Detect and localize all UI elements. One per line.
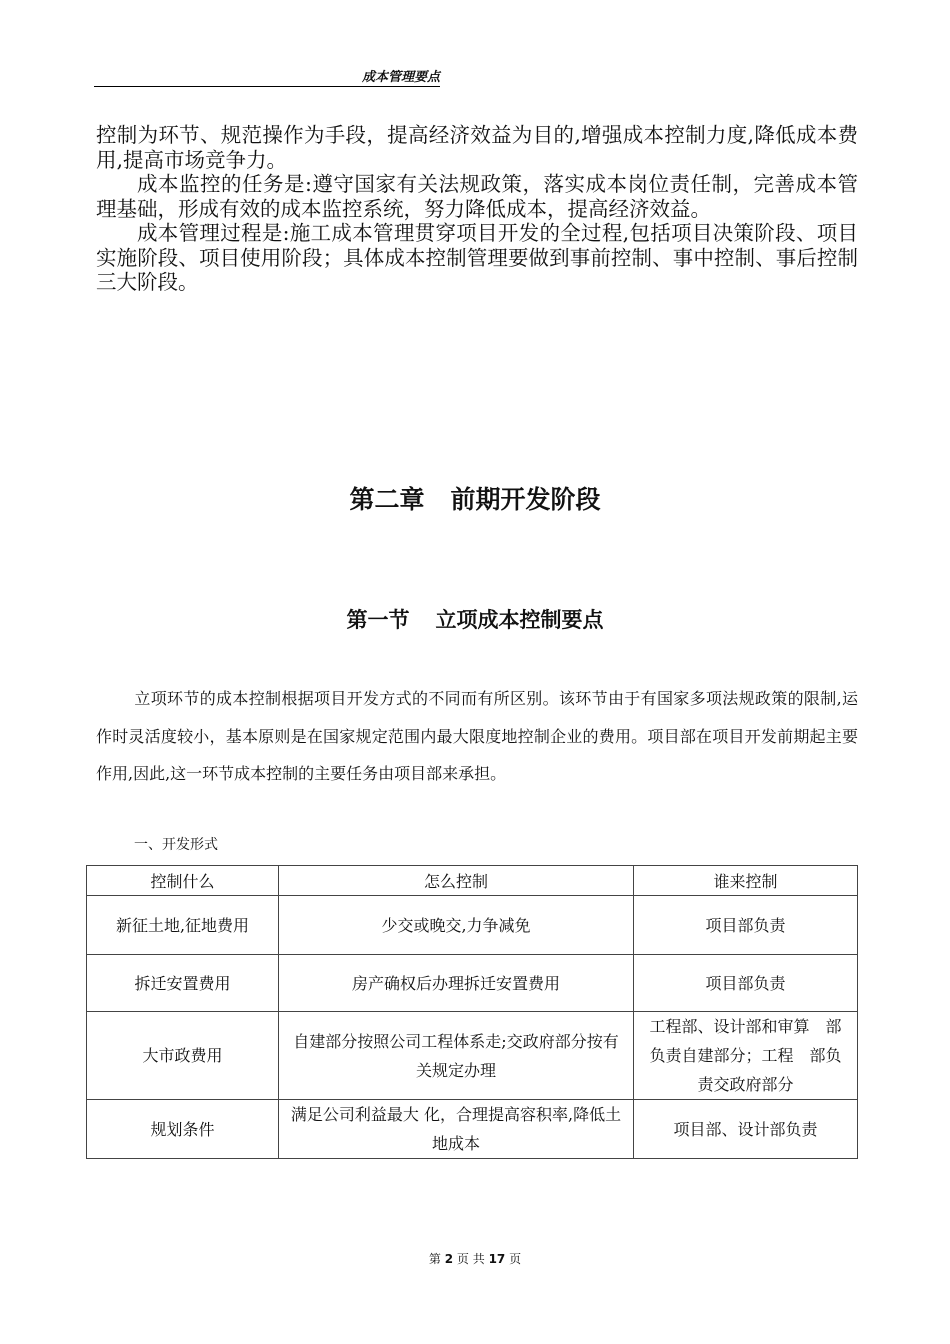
table-row — [87, 1012, 858, 1100]
cell-who: 工程部、设计部和审算 部负责自建部分；工程 部负责交政府部分 — [634, 1012, 858, 1100]
footer-prefix: 第 — [428, 1252, 441, 1266]
intro-paragraph-1: 控制为环节、规范操作为手段，提高经济效益为目的,增强成本控制力度,降低成本费用,提高市场竞争力。 — [96, 123, 858, 172]
control-table — [86, 865, 858, 1159]
cell-who: 项目部、设计部负责 — [634, 1100, 858, 1159]
page-header — [94, 70, 864, 90]
header-rule — [94, 86, 364, 87]
section-number: 第一节 — [346, 608, 410, 632]
footer-total-pages: 17 — [488, 1252, 506, 1266]
section-heading — [0, 604, 950, 634]
cell-how: 少交或晚交,力争减免 — [279, 896, 634, 955]
cell-what: 大市政费用 — [87, 1012, 279, 1100]
footer-page-number: 2 — [444, 1252, 454, 1266]
intro-paragraph-2: 成本监控的任务是:遵守国家有关法规政策，落实成本岗位责任制，完善成本管理基础，形成有效的成本监控系统，努力降低成本，提高经济效益。 — [96, 172, 858, 221]
page-footer — [0, 1250, 950, 1267]
header-what: 控制什么 — [87, 866, 279, 896]
cell-who: 项目部负责 — [634, 896, 858, 955]
header-who: 谁来控制 — [634, 866, 858, 896]
cell-how: 房产确权后办理拆迁安置费用 — [279, 955, 634, 1012]
footer-suffix: 页 — [509, 1252, 522, 1266]
header-title: 成本管理要点 — [362, 70, 441, 85]
cell-what: 新征土地,征地费用 — [87, 896, 279, 955]
header-how: 怎么控制 — [279, 866, 634, 896]
chapter-number: 第二章 — [349, 485, 425, 514]
table-row — [87, 1100, 858, 1159]
cell-how: 自建部分按照公司工程体系走;交政府部分按有关规定办理 — [279, 1012, 634, 1100]
chapter-heading — [0, 480, 950, 516]
footer-middle: 页 共 — [456, 1252, 485, 1266]
section-body-paragraph: 立项环节的成本控制根据项目开发方式的不同而有所区别。该环节由于有国家多项法规政策的限制,运作时灵活度较小，基本原则是在国家规定范围内最大限度地控制企业的费用。项目部在项目开发前期起主要作用,因此,这一环节成本控制的主要任务由项目部来承担。 — [96, 689, 858, 783]
cell-what: 规划条件 — [87, 1100, 279, 1159]
table-row — [87, 896, 858, 955]
chapter-title: 前期开发阶段 — [450, 485, 601, 514]
section-title: 立项成本控制要点 — [435, 608, 604, 632]
table-header-row — [87, 866, 858, 896]
intro-paragraph-3: 成本管理过程是:施工成本管理贯穿项目开发的全过程,包括项目决策阶段、项目实施阶段、项目使用阶段；具体成本控制管理要做到事前控制、事中控制、事后控制三大阶段。 — [96, 221, 858, 294]
cell-how: 满足公司利益最大 化，合理提高容积率,降低土地成本 — [279, 1100, 634, 1159]
cell-who: 项目部负责 — [634, 955, 858, 1012]
list-label: 一、开发形式 — [134, 837, 218, 853]
intro-text — [96, 123, 858, 295]
table-row — [87, 955, 858, 1012]
cell-what: 拆迁安置费用 — [87, 955, 279, 1012]
